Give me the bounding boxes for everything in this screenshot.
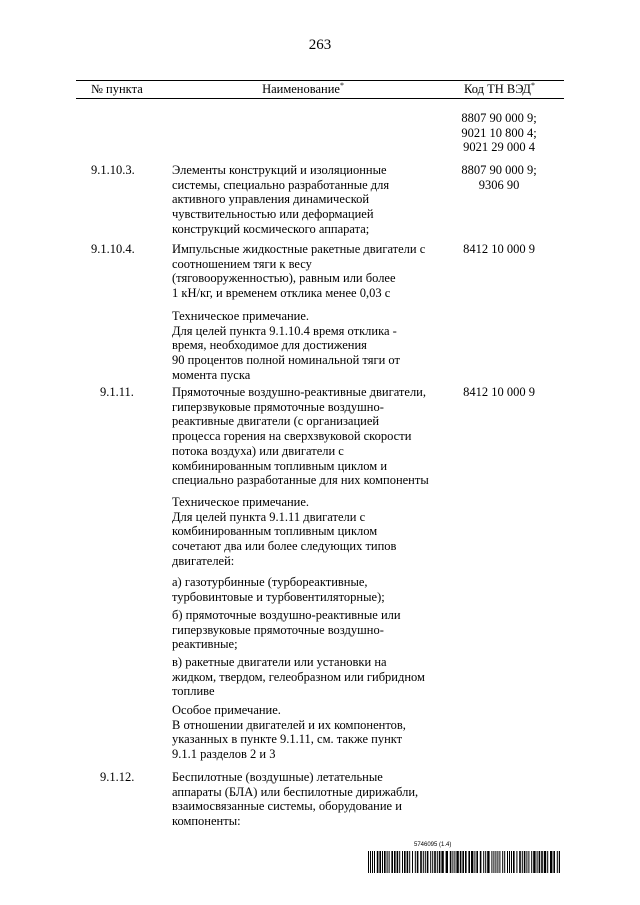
description-line: Элементы конструкций и изоляционные xyxy=(172,163,387,177)
description-line: Техническое примечание. xyxy=(172,495,310,509)
description-line: потока воздуха) или двигатели с xyxy=(172,443,344,458)
header-col-name-asterisk: * xyxy=(339,80,344,90)
code-line: 9021 29 000 4 xyxy=(463,140,535,155)
description-line: компоненты: xyxy=(172,814,241,829)
description-line: Для целей пункта 9.1.11 двигатели с xyxy=(172,509,366,524)
code-line: 8807 90 000 9; xyxy=(461,111,537,125)
description-line: а) газотурбинные (турбореактивные, xyxy=(172,575,368,589)
description-line: реактивные; xyxy=(172,637,238,652)
description-line: Особое примечание. xyxy=(172,703,281,717)
description-line: процесса горения на сверхзвуковой скорости xyxy=(172,429,412,444)
row-number: 9.1.11. xyxy=(100,385,134,399)
description-line: топливе xyxy=(172,684,215,699)
description-line: Импульсные жидкостные ракетные двигатели с xyxy=(172,242,426,256)
description-line: комбинированным топливным циклом и xyxy=(172,458,388,473)
description-line: момента пуска xyxy=(172,367,251,382)
description-line: В отношении двигателей и их компонентов, xyxy=(172,717,406,732)
description-line: реактивные двигатели (с организацией xyxy=(172,414,380,429)
description-line: Техническое примечание. xyxy=(172,309,310,323)
description-line: б) прямоточные воздушно-реактивные или xyxy=(172,608,401,622)
description-line: в) ракетные двигатели или установки на xyxy=(172,655,387,669)
header-col-name-text: Наименование xyxy=(262,82,340,96)
row-number: 9.1.10.3. xyxy=(91,163,135,177)
description-line: 1 кН/кг, и временем отклика менее 0,03 с xyxy=(172,286,391,301)
header-col-num: № пункта xyxy=(91,82,143,96)
description-line: 9.1.1 разделов 2 и 3 xyxy=(172,747,276,762)
description-line: специально разработанные для них компоненты xyxy=(172,473,429,488)
page-number: 263 xyxy=(308,37,332,53)
row-number: 9.1.10.4. xyxy=(91,242,135,256)
header-col-code-text: Код ТН ВЭД xyxy=(464,82,531,96)
description-line: Беспилотные (воздушные) летательные xyxy=(172,770,383,784)
description-line: Для целей пункта 9.1.10.4 время отклика - xyxy=(172,323,397,338)
table-header xyxy=(76,80,564,99)
description-line: (тяговооруженностью), равным или более xyxy=(172,271,396,286)
description-line: конструкций космического аппарата; xyxy=(172,221,370,236)
code-line: 8807 90 000 9; xyxy=(461,163,537,177)
header-col-code xyxy=(464,82,535,97)
barcode-image xyxy=(368,851,560,873)
description-line: гиперзвуковые прямоточные воздушно- xyxy=(172,399,384,414)
description-line: активного управления динамической xyxy=(172,192,370,207)
description-line: комбинированным топливным циклом xyxy=(172,524,378,539)
header-col-code-asterisk: * xyxy=(530,80,535,90)
description-line: чувствительностью или деформацией xyxy=(172,207,374,222)
description-line: системы, специально разработанные для xyxy=(172,177,390,192)
header-col-name xyxy=(248,82,358,97)
description-line: сочетают два или более следующих типов xyxy=(172,539,397,554)
description-line: указанных в пункте 9.1.11, см. также пункт xyxy=(172,732,403,747)
description-line: Прямоточные воздушно-реактивные двигатели, xyxy=(172,385,426,399)
description-line: турбовинтовые и турбовентиляторные); xyxy=(172,589,385,604)
row-number: 9.1.12. xyxy=(100,770,135,784)
description-line: двигателей: xyxy=(172,553,235,568)
description-line: жидком, твердом, гелеобразном или гибридном xyxy=(172,669,425,684)
code-line: 9306 90 xyxy=(478,177,520,192)
description-line: время, необходимое для достижения xyxy=(172,338,367,353)
code-line: 9021 10 800 4; xyxy=(461,125,537,140)
document-id: 5746095 (1.4) xyxy=(414,842,452,848)
code-line: 8412 10 000 9 xyxy=(463,242,535,256)
description-line: аппараты (БЛА) или беспилотные дирижабли, xyxy=(172,784,419,799)
description-line: 90 процентов полной номинальной тяги от xyxy=(172,353,400,368)
description-line: взаимосвязанные системы, оборудование и xyxy=(172,799,402,814)
description-line: гиперзвуковые прямоточные воздушно- xyxy=(172,622,384,637)
code-line: 8412 10 000 9 xyxy=(463,385,535,399)
description-line: соотношением тяги к весу xyxy=(172,256,312,271)
